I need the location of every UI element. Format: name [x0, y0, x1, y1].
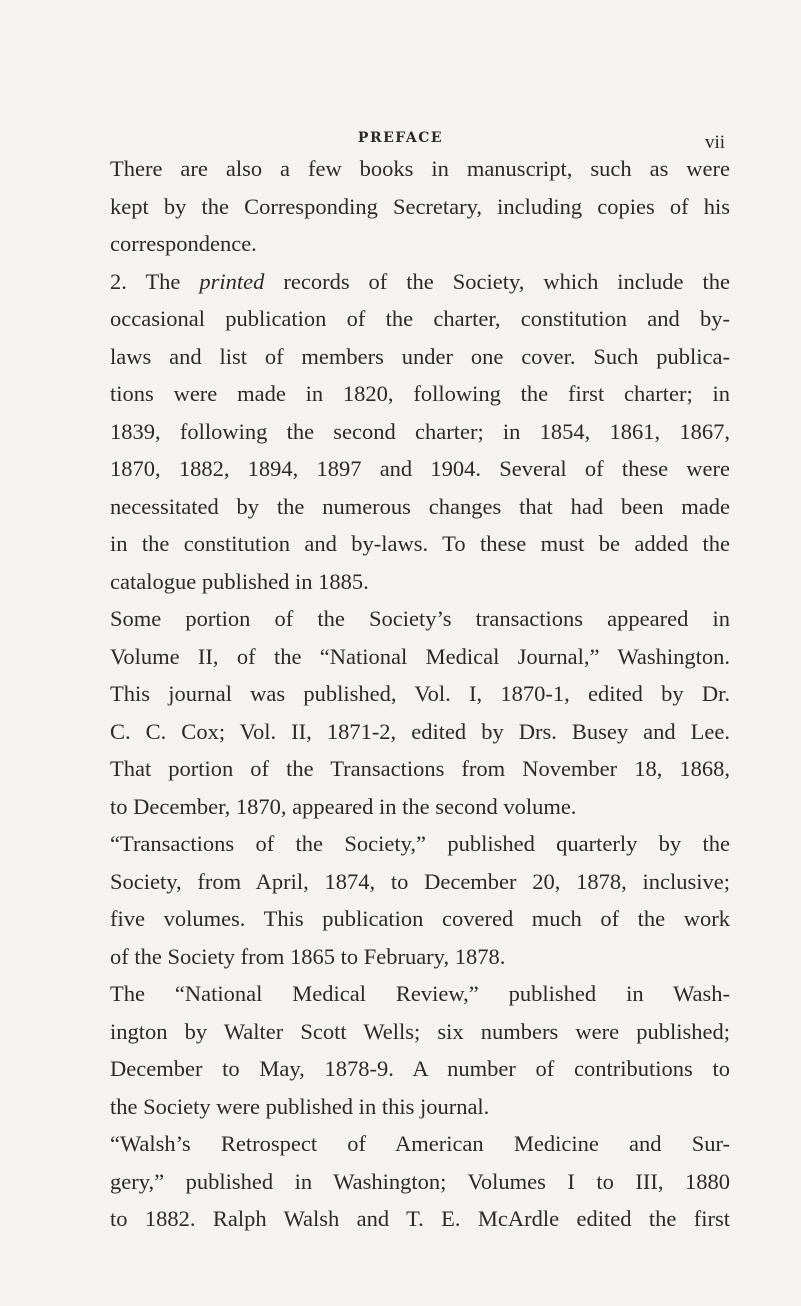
text-line: December to May, 1878-9. A number of contributions to — [110, 1056, 730, 1081]
text-line: necessitated by the numerous changes that had been made — [110, 493, 730, 519]
text-line: ington by Walter Scott Wells; six numbers were published; — [110, 1018, 730, 1044]
paragraph-walsh-retrospect — [110, 1125, 730, 1238]
text-line: Volume II, of the “National Medical Journal,” Washington. — [110, 643, 730, 669]
text-line: kept by the Corresponding Secretary, including copies of his — [110, 193, 730, 219]
text-line: correspondence. — [110, 231, 257, 256]
paragraph-manuscript-books — [110, 150, 730, 263]
text-line: That portion of the Transactions from November 18, 1868, — [110, 756, 730, 781]
text-line: “Transactions of the Society,” published quarterly by the — [110, 831, 730, 856]
text-line: 1839, following the second charter; in 1854, 1861, 1867, — [110, 418, 730, 444]
text-line: occasional publication of the charter, constitution and by- — [110, 306, 730, 331]
text-line: catalogue published in 1885. — [110, 568, 369, 594]
text-line: This journal was published, Vol. I, 1870-1, edited by Dr. — [110, 681, 730, 706]
text-line: There are also a few books in manuscript, such as were — [110, 156, 730, 181]
paragraph-transactions — [110, 825, 730, 975]
text-line: laws and list of members under one cover. Such publica- — [110, 343, 730, 369]
body-text — [110, 150, 730, 1238]
text-line: C. C. Cox; Vol. II, 1871-2, edited by Drs. Busey and Lee. — [110, 718, 730, 744]
text-line: five volumes. This publication covered much of the work — [110, 906, 730, 931]
text-line: to December, 1870, appeared in the second volume. — [110, 793, 577, 819]
paragraph-national-medical-journal — [110, 600, 730, 825]
text-line: the Society were published in this journal. — [110, 1093, 490, 1119]
paragraph-national-medical-review — [110, 975, 730, 1125]
text-fragment: 2. The — [110, 268, 200, 294]
text-line: The “National Medical Review,” published in Wash- — [110, 981, 730, 1006]
text-line: 1870, 1882, 1894, 1897 and 1904. Several of these were — [110, 456, 730, 481]
page-number: vii — [705, 132, 726, 153]
text-line: of the Society from 1865 to February, 1878. — [110, 943, 506, 969]
italic-word: printed — [199, 268, 265, 294]
text-line — [110, 263, 730, 301]
text-line: “Walsh’s Retrospect of American Medicine and Sur- — [110, 1131, 730, 1156]
text-line: to 1882. Ralph Walsh and T. E. McArdle edited the first — [110, 1206, 730, 1231]
text-fragment: records of the Society, which include the — [264, 268, 730, 294]
text-line: gery,” published in Washington; Volumes I to III, 1880 — [110, 1168, 730, 1194]
paragraph-printed-records — [110, 263, 730, 601]
text-line: Some portion of the Society’s transactions appeared in — [110, 606, 730, 631]
running-title: PREFACE — [357, 130, 444, 146]
text-line: in the constitution and by-laws. To these must be added the — [110, 531, 730, 556]
text-line: Society, from April, 1874, to December 20, 1878, inclusive; — [110, 868, 730, 894]
text-line: tions were made in 1820, following the first charter; in — [110, 381, 730, 406]
